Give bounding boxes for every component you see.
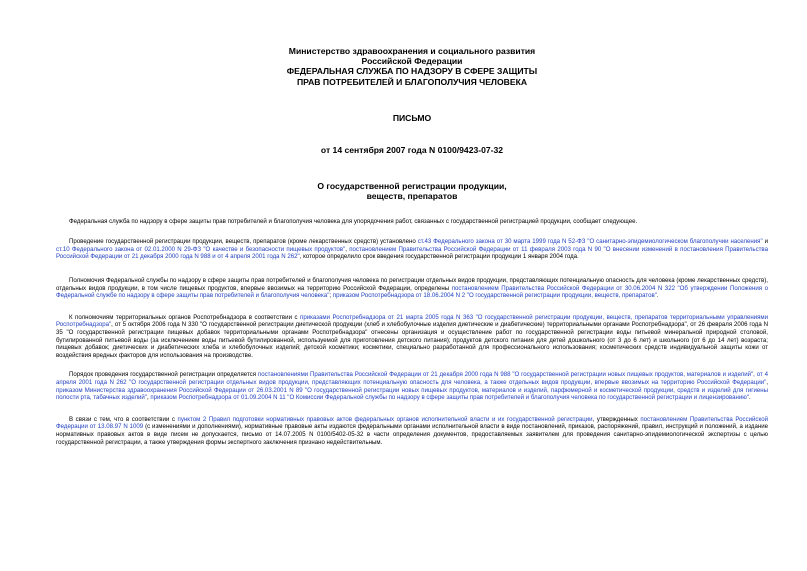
issuer-line-ministry: Министерство здравоохранения и социального развития: [288, 46, 536, 56]
decree-link-322[interactable]: постановлением Правительства Российской Федерации от 30.06.2004 N 322 "Об утверждении Положения о Федеральной службе по надзору в сфере защиты прав потребителей и благополучия человека": [56, 284, 768, 300]
issuer-block: [56, 46, 768, 87]
law-link-29fz[interactable]: ст.10 Федерального закона от 02.01.2000 N 29-ФЗ "О качестве и безопасности пищевых продуктов": [56, 245, 346, 253]
decree-link-988-262[interactable]: постановлениями Правительства Российской Федерации от 21 декабря 2000 года N 988 "О государственной регистрации новых пищевых продуктов, материалов и изделий", от 4 апреля 2001 года N 262 "О государственной регистрации отдельных видов продукции, представляющих потенциальную опасность для человека, а также отдельных видов продукции, впервые ввозимых на территорию Российской Федерации": [56, 371, 769, 386]
document: [56, 46, 768, 456]
doc-date-number: от 14 сентября 2007 года N 0100/9423-07-32: [320, 145, 504, 156]
law-link-52fz[interactable]: ст.43 Федерального закона от 30 марта 1999 года N 52-ФЗ "О санитарно-эпидемиологическом благополучии населения": [417, 238, 763, 246]
order-link-2[interactable]: приказом Роспотребнадзора от 18.06.2004 N 2 "О государственной регистрации продукции, веществ, препаратов": [332, 292, 657, 300]
doc-subject-line1: О государственной регистрации продукции,: [317, 181, 507, 192]
doc-type: ПИСЬМО: [392, 112, 432, 123]
rules-link-p2[interactable]: пунктом 2 Правил подготовки нормативных правовых актов федеральных органов исполнительной власти и их государственной регистрации: [177, 415, 593, 423]
issuer-line-country: Российской Федерации: [361, 56, 463, 67]
paragraph-procedure: Порядок проведения государственной регистрации определяется постановлениями Правительства Российской Федерации от 21 декабря 2000 года N 988 "О государственной регистрации новых пищевых продуктов, материалов и изделий", от 4 апреля 2001 года N 262 "О государственной регистрации отдельных видов продукции, представляющих потенциальную опасность для человека, а также отдельных видов продукции, впервые ввозимых на территорию Российской Федерации", приказом Министерства здравоохранения Российской Федерации от 26.03.2001 N 89 "О государственной регистрации новых пищевых продуктов, материалов и изделий, парфюмерной и косметической продукции, средств и изделий для гигиены полости рта, табачных изделий", приказом Роспотребнадзора от 01.09.2004 N 11 "О Комиссии Федеральной службы по надзору в сфере защиты прав потребителей и благополучия человека по государственной регистрации и лицензированию".: [56, 371, 769, 402]
order-link-363[interactable]: приказами Роспотребнадзора от 21 марта 2005 года N 363 "О государственной регистрации продукции, веществ, препаратов территориальными управлениями Роспотребнадзора": [56, 313, 769, 329]
paragraph-powers: Полномочия Федеральной службы по надзору в сфере защиты прав потребителей и благополучия человека по регистрации отдельных видов продукции, представляющих потенциальную опасность для человека (кроме лекарственных средств), отдельных видов продукции, в том числе пищевых продуктов, впервые ввозимых на территорию Российской Федерации, определены постановлением Правительства Российской Федерации от 30.06.2004 N 322 "Об утверждении Положения о Федеральной службе по надзору в сфере защиты прав потребителей и благополучия человека"; приказом Роспотребнадзора от 18.06.2004 N 2 "О государственной регистрации продукции, веществ, препаратов".: [56, 277, 768, 300]
order-link-89[interactable]: приказом Министерства здравоохранения Российской Федерации от 26.03.2001 N 89 "О государственной регистрации новых пищевых продуктов, материалов и изделий, парфюмерной и косметической продукции, средств и изделий для гигиены полости рта, табачных изделий": [56, 386, 768, 402]
doc-subject-line2: веществ, препаратов: [366, 191, 458, 202]
doc-subject: [56, 181, 768, 201]
paragraph-invalidation: В связи с тем, что в соответствии с пунктом 2 Правил подготовки нормативных правовых актов федеральных органов исполнительной власти и их государственной регистрации, утвержденных постановлением Правительства Российской Федерации от 13.08.97 N 1009 (с изменениями и дополнениями), нормативные правовые акты издаются федеральными органами исполнительной власти в виде постановлений, приказов, распоряжений, правил, инструкций и положений, а издание нормативных правовых актов в виде писем не допускается, письмо от 14.07.2005 N 0100/5402-05-32 в части определения документов, предоставляемых заявителем для проведения санитарно-эпидемиологической экспертизы с целью государственной регистрации, а также утверждения формы экспертного заключения признано недействительным.: [56, 415, 769, 446]
paragraph-territorial: К полномочиям территориальных органов Роспотребнадзора в соответствии с приказами Роспотребнадзора от 21 марта 2005 года N 363 "О государственной регистрации продукции, веществ, препаратов территориальными управлениями Роспотребнадзора", от 5 октября 2006 года N 330 "О государственной регистрации диетической продукции (хлеб и хлебобулочные изделия диетические и диабетические) территориальными органами Роспотребнадзора", от 26 февраля 2006 года N 35 "О государственной регистрации пищевых добавок территориальными органами Роспотребнадзора" отнесены организация и осуществление работ по государственной регистрации воды питьевой минеральной природной столовой, бутилированной питьевой воды (за исключением воды питьевой бутилированной, используемой для приготовления детского питания); продуктов детского питания для детей дошкольного (от 3 до 6 лет) и школьного (от 6 до 14 лет) возраста; пищевых добавок; диетических и диабетических хлеба и хлебобулочных изделий; детской косметики; косметики, специально разработанной для профессионального использования; косметических средств индивидуальной защиты кожи от воздействия вредных факторов для использования на производстве.: [56, 313, 769, 359]
paragraph-intro: Федеральная служба по надзору в сфере защиты прав потребителей и благополучия человека для упорядочения работ, связанных с государственной регистрацией продукции, сообщает следующее.: [69, 217, 638, 225]
paragraph-legal-basis: Проведение государственной регистрации продукции, веществ, препаратов (кроме лекарственных средств) установлено ст.43 Федерального закона от 30 марта 1999 года N 52-ФЗ "О санитарно-эпидемиологическом благополучии населения" и ст.10 Федерального закона от 02.01.2000 N 29-ФЗ "О качестве и безопасности пищевых продуктов", постановлением Правительства Российской Федерации от 11 февраля 2003 года N 90 "О внесении изменений в постановления Правительства Российской Федерации от 21 декабря 2000 года N 988 и от 4 апреля 2001 года N 262", которое определило срок введения государственной регистрации продукции 1 января 2004 года.: [56, 238, 768, 261]
decree-link-1009[interactable]: постановлением Правительства Российской Федерации от 13.08.97 N 1009: [56, 415, 769, 431]
order-link-11[interactable]: приказом Роспотребнадзора от 01.09.2004 N 11 "О Комиссии Федеральной службы по надзору в сфере защиты прав потребителей и благополучия человека по государственной регистрации и лицензированию": [150, 394, 749, 402]
decree-link-90[interactable]: постановлением Правительства Российской Федерации от 11 февраля 2003 года N 90 "О внесении изменений в постановления Правительства Российской Федерации от 21 декабря 2000 года N 988 и от 4 апреля 2001 года N 262": [56, 245, 768, 261]
issuer-line-service-cont: ПРАВ ПОТРЕБИТЕЛЕЙ И БЛАГОПОЛУЧИЯ ЧЕЛОВЕКА: [296, 76, 528, 87]
issuer-line-service: ФЕДЕРАЛЬНАЯ СЛУЖБА ПО НАДЗОРУ В СФЕРЕ ЗАЩИТЫ: [286, 66, 538, 77]
